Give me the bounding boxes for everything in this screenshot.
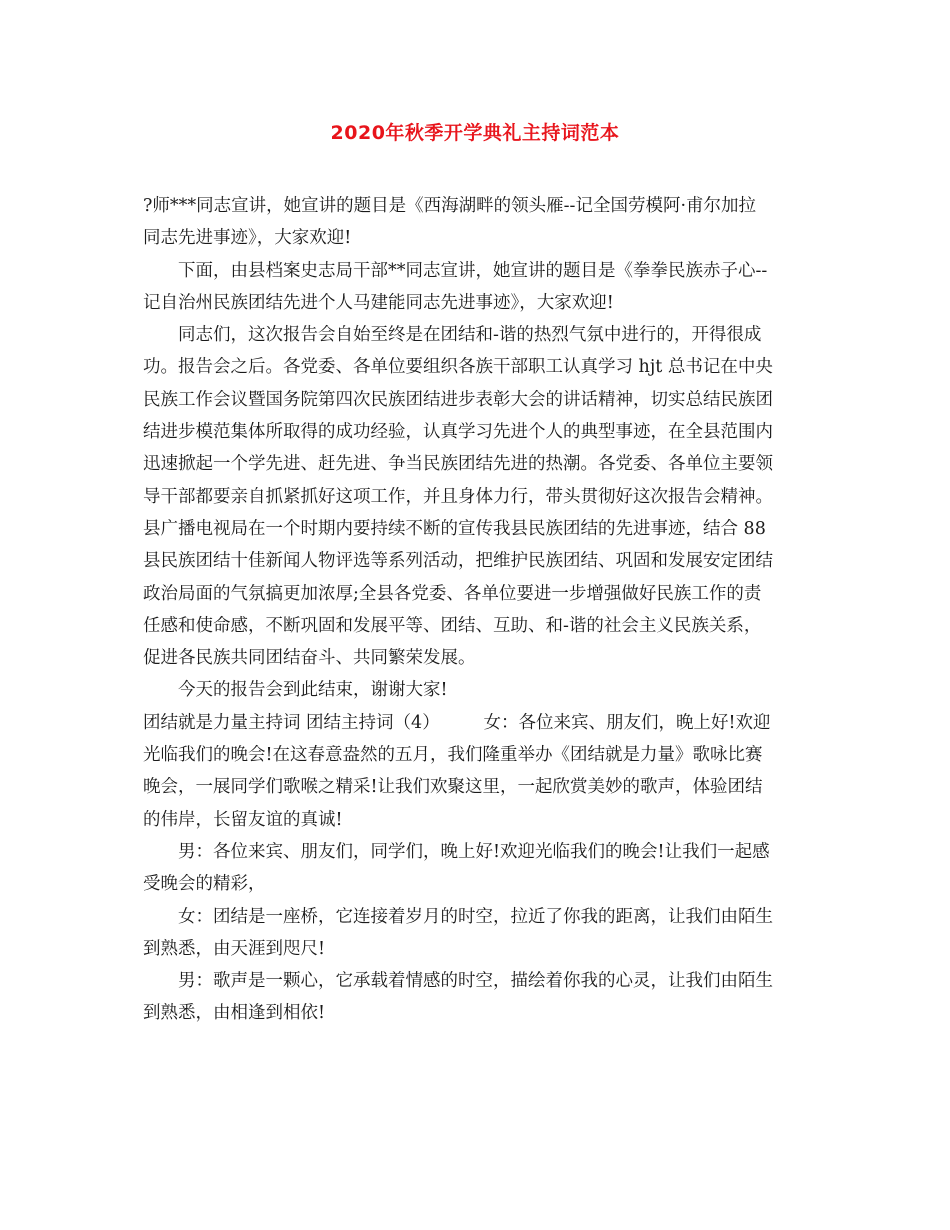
text-line: 民族工作会议暨国务院第四次民族团结进步表彰大会的讲话精神，切实总结民族团 — [143, 389, 773, 410]
text-line: 到熟悉，由相逢到相依! — [143, 1003, 326, 1024]
text-line: 结进步模范集体所取得的成功经验，认真学习先进个人的典型事迹，在全县范围内 — [143, 422, 773, 443]
text-line: 晚会，一展同学们歌喉之精采!让我们欢聚这里，一起欣赏美妙的歌声，体验团结 — [143, 777, 763, 798]
text-line: ?师***同志宣讲，她宣讲的题目是《西海湖畔的领头雁--记全国劳模阿·甫尔加拉 — [143, 196, 757, 216]
text-line: 县广播电视局在一个时期内要持续不断的宣传我县民族团结的先进事迹，结合 88 — [143, 518, 766, 539]
text-line: 县民族团结十佳新闻人物评选等系列活动，把维护民族团结、巩固和发展安定团结 — [143, 551, 773, 572]
text-line: 光临我们的晚会!在这春意盎然的五月，我们隆重举办《团结就是力量》歌咏比赛 — [143, 745, 763, 766]
text-line: 今天的报告会到此结束，谢谢大家! — [178, 680, 448, 701]
text-line: 迅速掀起一个学先进、赶先进、争当民族团结先进的热潮。各党委、各单位主要领 — [143, 454, 773, 475]
text-line: 导干部都要亲自抓紧抓好这项工作，并且身体力行，带头贯彻好这次报告会精神。 — [143, 486, 773, 507]
text-line: 的伟岸，长留友谊的真诚! — [143, 809, 343, 830]
text-line: 男：歌声是一颗心，它承载着情感的时空，描绘着你我的心灵，让我们由陌生 — [178, 971, 773, 992]
text-line: 任感和使命感，不断巩固和发展平等、团结、互助、和-谐的社会主义民族关系， — [143, 615, 762, 636]
text-line: 男：各位来宾、朋友们，同学们，晚上好!欢迎光临我们的晚会!让我们一起感 — [178, 841, 770, 862]
text-line: 团结就是力量主持词 团结主持词（4） 女：各位来宾、朋友们，晚上好!欢迎 — [143, 712, 771, 733]
text-line: 到熟悉，由天涯到咫尺! — [143, 938, 326, 959]
document-title: 2020年秋季开学典礼主持词范本 — [330, 122, 620, 144]
text-line: 受晚会的精彩， — [143, 874, 266, 895]
text-line: 女：团结是一座桥，它连接着岁月的时空，拉近了你我的距离，让我们由陌生 — [178, 906, 773, 927]
text-line: 下面，由县档案史志局干部**同志宣讲，她宣讲的题目是《拳拳民族赤子心-- — [178, 260, 768, 281]
text-line: 促进各民族共同团结奋斗、共同繁荣发展。 — [143, 648, 476, 669]
text-line: 记自治州民族团结先进个人马建能同志先进事迹》，大家欢迎! — [143, 292, 614, 313]
text-line: 功。报告会之后。各党委、各单位要组织各族干部职工认真学习 hjt 总书记在中央 — [143, 357, 773, 378]
text-line: 同志们，这次报告会自始至终是在团结和-谐的热烈气氛中进行的，开得很成 — [178, 325, 762, 346]
text-line: 政治局面的气氛搞更加浓厚;全县各党委、各单位要进一步增强做好民族工作的责 — [143, 583, 762, 604]
text-line: 同志先进事迹》，大家欢迎! — [143, 228, 352, 249]
document-body — [143, 190, 821, 1030]
